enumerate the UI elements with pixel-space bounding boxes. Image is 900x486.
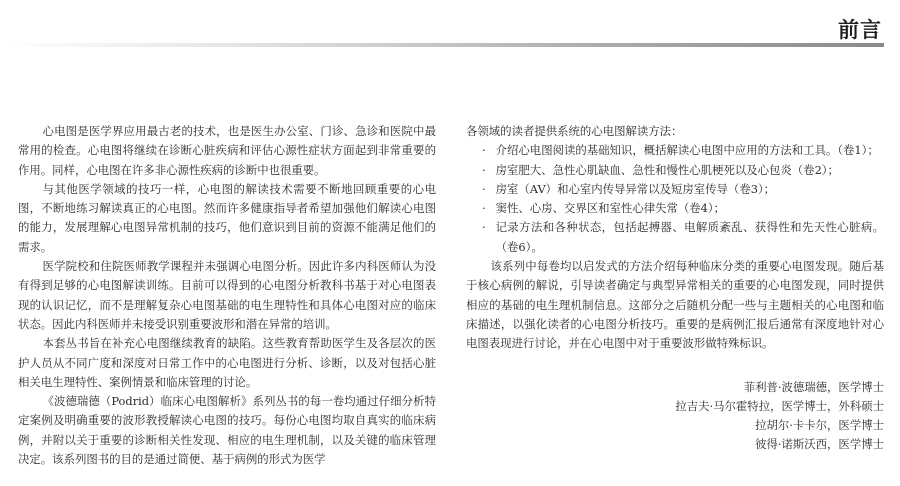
page-title: 前言 bbox=[838, 18, 882, 42]
list-item: · 介绍心电图阅读的基础知识，概括解读心电图中应用的方法和工具。（卷1）； bbox=[466, 141, 884, 160]
paragraph: 本套丛书旨在补充心电图继续教育的缺陷。这些教育帮助医学生及各层次的医护人员从不同广度和深度对日常工作中的心电图进行分析、诊断，以及对包括心脏相关电生理特性、案例情景和临床管理的讨论。 bbox=[18, 336, 436, 389]
signature-line: 菲利普·波德瑞德，医学博士 bbox=[743, 379, 884, 394]
paragraph: 《波德瑞德（Podrid）临床心电图解析》系列丛书的每一卷均通过仔细分析特定案例及明确重要的波形教授解读心电图的技巧。每份心电图均取自真实的临床病例，并附以关于重要的诊断相关性发现、相应的电生理机制，以及关键的临床管理决定。该系列图书的目的是通过简便、基于病例的形式为医学 bbox=[18, 394, 436, 467]
intro-line: 各领域的读者提供系统的心电图解读方法： bbox=[466, 124, 683, 138]
list-item: · 房室肥大、急性心肌缺血、急性和慢性心肌梗死以及心包炎（卷2）； bbox=[466, 161, 884, 180]
header-divider bbox=[0, 43, 884, 47]
volume-list bbox=[466, 141, 884, 257]
paragraph: 心电图是医学界应用最古老的技术，也是医生办公室、门诊、急诊和医院中最常用的检查。心电图将继续在诊断心脏疾病和评估心源性症状方面起到非常重要的作用。同样，心电图在许多非心源性疾病的诊断中也很重要。 bbox=[18, 124, 436, 177]
paragraph: 该系列中每卷均以启发式的方法介绍每种临床分类的重要心电图发现。随后基于核心病例的解说，引导读者确定与典型异常相关的重要的心电图发现，同时提供相应的基础的电生理机制信息。这部分之后随机分配一些与主题相关的心电图和临床描述，以强化读者的心电图分析技巧。重要的是病例汇报后通常有深度地针对心电图表现进行讨论，并在心电图中对于重要波形做特殊标识。 bbox=[466, 259, 884, 351]
right-column bbox=[466, 122, 884, 455]
signature-line: 拉胡尔·卡卡尔，医学博士 bbox=[755, 418, 884, 433]
signature-line: 彼得·诺斯沃西，医学博士 bbox=[755, 437, 884, 452]
list-item: · 房室（AV）和心室内传导异常以及短房室传导（卷3）； bbox=[466, 180, 884, 199]
left-column bbox=[18, 122, 436, 469]
list-item: · 记录方法和各种状态，包括起搏器、电解质紊乱、获得性和先天性心脏病。（卷6）。 bbox=[466, 218, 884, 257]
paragraph: 医学院校和住院医师教学课程并未强调心电图分析。因此许多内科医师认为没有得到足够的心电图解读训练。目前可以得到的心电图分析教科书基于对心电图表现的认识记忆，而不是理解复杂心电图基础的电生理特性和具体心电图对应的临床状态。因此内科医师并未接受识别重要波形和潜在异常的培训。 bbox=[18, 259, 436, 331]
signature-line: 拉吉夫·马尔霍特拉，医学博士，外科硕士 bbox=[675, 398, 884, 413]
paragraph: 与其他医学领域的技巧一样，心电图的解读技术需要不断地回顾重要的心电图，不断地练习解读真正的心电图。然而许多健康指导者希望加强他们解读心电图的能力，发展理解心电图异常机制的技巧，他们意识到目前的资源不能满足他们的需求。 bbox=[18, 181, 436, 254]
list-item: · 窦性、心房、交界区和室性心律失常（卷4）； bbox=[466, 199, 884, 218]
author-signatures bbox=[466, 378, 884, 455]
